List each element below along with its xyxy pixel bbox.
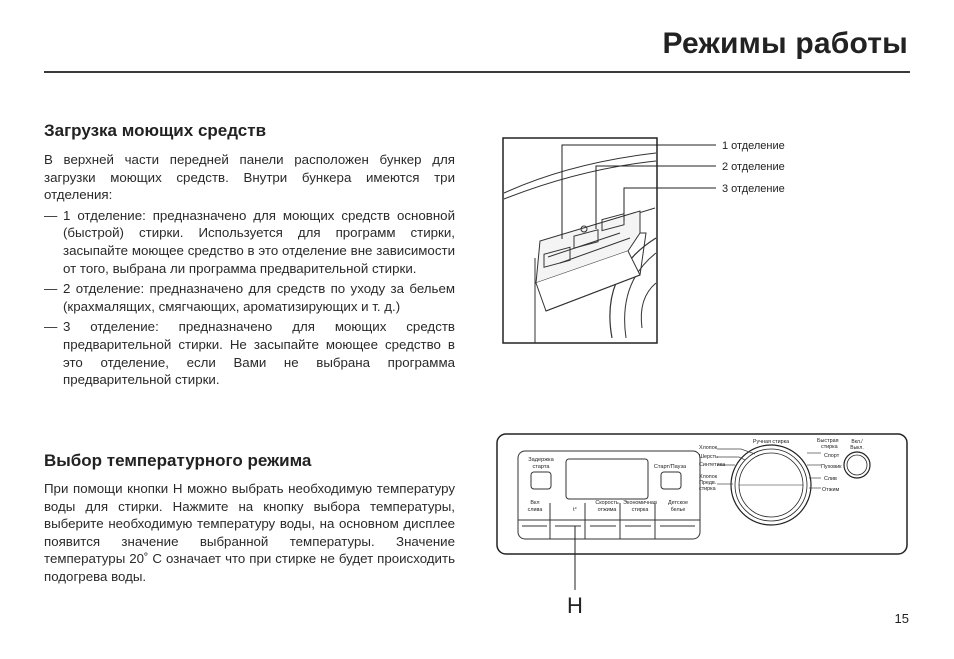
svg-text:Вкл./: Вкл./ xyxy=(851,439,863,445)
svg-text:Быстрая: Быстрая xyxy=(817,438,839,444)
compartment-label-3: 3 отделение xyxy=(722,183,785,195)
svg-text:Шерсть: Шерсть xyxy=(699,454,718,460)
svg-text:Детское: Детское xyxy=(668,500,688,506)
compartment-item-3 xyxy=(44,318,455,388)
svg-text:Синтетика: Синтетика xyxy=(699,462,726,468)
svg-text:Предв.: Предв. xyxy=(699,480,717,486)
list-dash: — xyxy=(44,207,58,223)
detergent-intro: В верхней части передней панели расположен бункер для загрузки моющих средств. Внутри бункера имеются три отделения: xyxy=(44,152,455,203)
compartment-item-1-text: 1 отделение: предназначено для моющих средств основной (быстрой) стирки. Используется для программ стирки, засыпайте моющее средство в это отделение вне зависимости от того, выбрана ли программа предварительной стирки. xyxy=(63,207,455,276)
kids-laundry-button[interactable] xyxy=(668,500,688,513)
list-dash: — xyxy=(44,319,58,335)
compartment-item-2 xyxy=(44,280,455,315)
svg-text:Скорость: Скорость xyxy=(595,500,619,506)
svg-text:Хлопок: Хлопок xyxy=(699,445,718,451)
svg-text:старта: старта xyxy=(532,464,550,470)
page-number: 15 xyxy=(894,611,909,626)
svg-text:Отжим: Отжим xyxy=(822,487,840,493)
temperature-button[interactable] xyxy=(573,507,577,513)
title-divider xyxy=(44,71,910,73)
compartment-item-1 xyxy=(44,207,455,277)
svg-text:Вкл: Вкл xyxy=(530,500,540,506)
compartment-item-2-text: 2 отделение: предназначено для средств по уходу за бельем (крахмалящих, смягчающих, ароматизирующих и т. д.) xyxy=(63,281,455,314)
svg-text:Экономичная: Экономичная xyxy=(623,500,657,506)
control-panel-figure xyxy=(495,432,911,617)
svg-text:слива: слива xyxy=(527,507,543,513)
svg-text:Задержка: Задержка xyxy=(528,457,554,463)
compartment-label-2: 2 отделение xyxy=(722,161,785,173)
svg-text:стирка: стирка xyxy=(821,444,838,450)
spin-speed-button[interactable] xyxy=(595,500,618,513)
compartment-item-3-text: 3 отделение: предназначено для моющих средств предварительной стирки. Не засыпайте моющее средство в это отделение, если Вами не выбрана программа предварительной стирки. xyxy=(63,319,455,388)
page-title: Режимы работы xyxy=(662,27,908,60)
svg-text:Хлопок: Хлопок xyxy=(699,474,718,480)
list-dash: — xyxy=(44,281,58,297)
svg-text:Выкл.: Выкл. xyxy=(850,445,864,451)
compartment-label-1: 1 отделение xyxy=(722,140,785,152)
temperature-text: При помощи кнопки Н можно выбрать необходимую температуру воды для стирки. Нажмите на кнопку выбора температуры, выберите необходимую температуру воды, на основном дисплее появится значение выбранной температуры. Значение температуры 20˚ С означает что при стирке не будет происходить подогрева воды. xyxy=(44,481,455,584)
svg-text:отжима: отжима xyxy=(597,507,617,513)
delay-start-button[interactable] xyxy=(528,457,554,489)
svg-text:Спорт: Спорт xyxy=(824,453,840,459)
svg-text:Пуховик: Пуховик xyxy=(821,464,842,470)
svg-text:белье: белье xyxy=(670,507,686,513)
detergent-drawer-figure xyxy=(500,133,800,348)
temperature-section xyxy=(44,451,455,586)
display-screen xyxy=(566,459,648,499)
svg-text:Слив: Слив xyxy=(824,476,837,482)
detergent-heading: Загрузка моющих средств xyxy=(44,121,267,140)
svg-text:стирка: стирка xyxy=(699,486,716,492)
program-label-top: Ручная стирка xyxy=(752,439,790,445)
svg-text:t°: t° xyxy=(573,507,577,513)
h-marker-label: Н xyxy=(567,593,583,617)
detergent-section xyxy=(44,121,455,389)
temperature-heading: Выбор температурного режима xyxy=(44,451,312,470)
svg-text:стирка: стирка xyxy=(631,507,649,513)
svg-text:Старт/Пауза: Старт/Пауза xyxy=(653,464,687,470)
